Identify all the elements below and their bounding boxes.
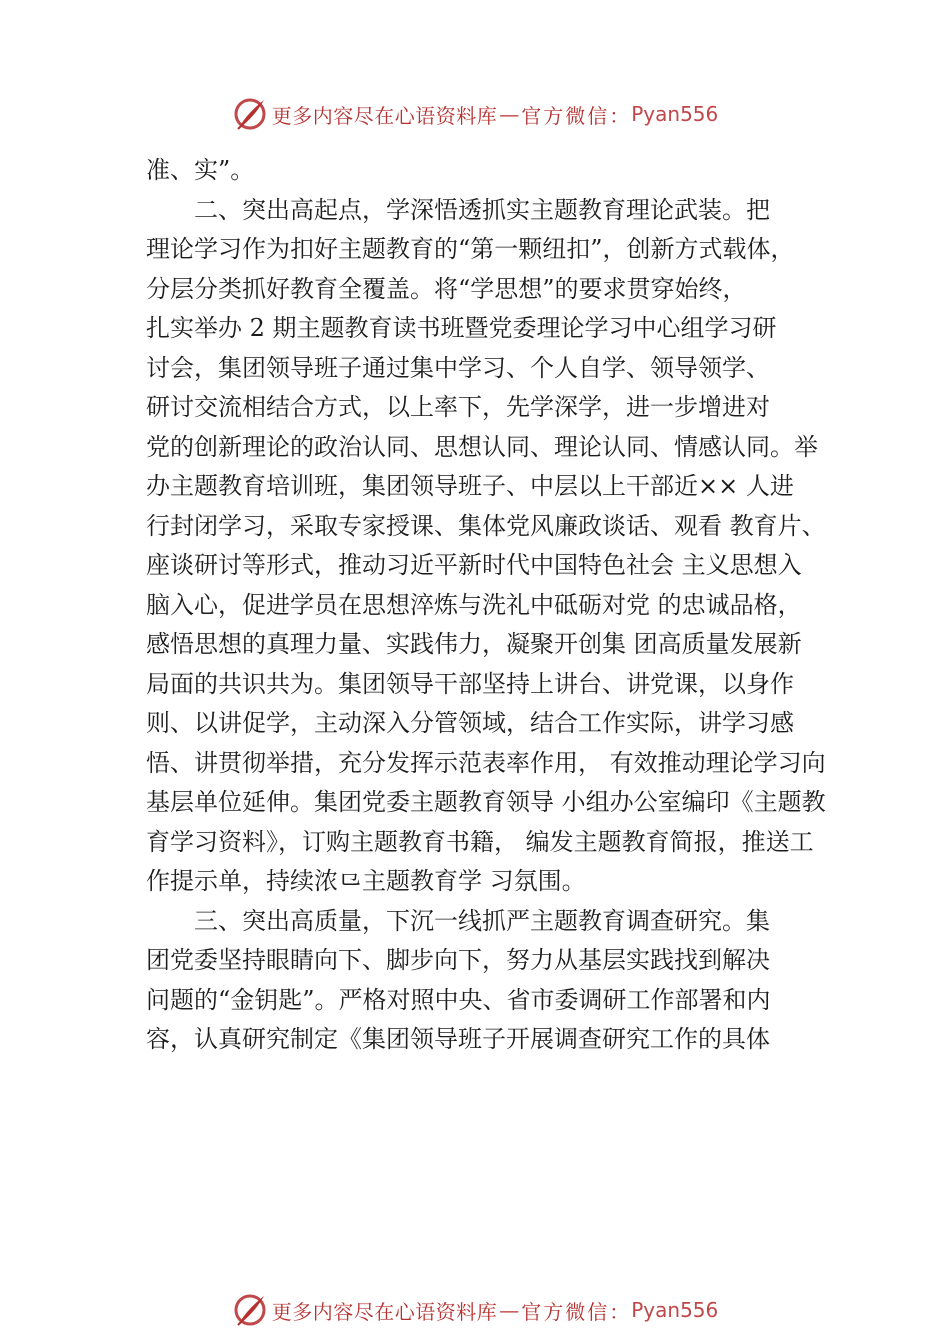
text-line: 团党委坚持眼睛向下、脚步向下，努力从基层实践找到解决 [146, 946, 770, 974]
site-name: 更多内容尽在心语资料库 [271, 1299, 498, 1324]
text-line: 扎实举办 2 期主题教育读书班暨党委理论学习中心组学习研 [146, 314, 777, 342]
text-line: 作提示单，持续浓⺋主题教育学 习氛围。 [146, 867, 586, 895]
text-line: 悟、讲贯彻举措，充分发挥示范表率作用， 有效推动理论学习向 [146, 748, 826, 777]
quill-logo-icon [232, 1292, 268, 1328]
text-line: 办主题教育培训班，集团领导班子、中层以上干部近×× 人进 [146, 472, 794, 500]
text-line: 育学习资料》，订购主题教育书籍， 编发主题教育简报，推送工 [146, 827, 814, 856]
footer-banner [0, 1290, 950, 1330]
text-line: 脑入心，促进学员在思想淬炼与洗礼中砥砺对党 的忠诚品格， [146, 590, 802, 619]
text-line: 三、突出高质量，下沉一线抓严主题教育调查研究。集 [194, 906, 770, 935]
text-line: 座谈研讨等形式，推动习近平新时代中国特色社会 主义思想入 [146, 551, 802, 579]
banner-separator: — [499, 1298, 520, 1322]
text-line: 感悟思想的真理力量、实践伟力，凝聚开创集 团高质量发展新 [146, 630, 802, 658]
wechat-label: 官方微信： [521, 103, 632, 128]
wechat-label: 官方微信： [521, 1299, 632, 1324]
text-line: 党的创新理论的政治认同、思想认同、理论认同、情感认同。举 [146, 432, 818, 461]
text-line: 行封闭学习，采取专家授课、集体党风廉政谈话、观看 教育片、 [146, 511, 826, 540]
banner-separator: — [499, 102, 520, 126]
quill-logo-icon [232, 96, 268, 132]
text-line: 基层单位延伸。集团党委主题教育领导 小组办公室编印《主题教 [146, 788, 826, 816]
text-line: 准、实”。 [146, 156, 255, 184]
text-line: 二、突出高起点，学深悟透抓实主题教育理论武装。把 [194, 195, 770, 224]
header-banner [0, 94, 950, 134]
text-line: 容，认真研究制定《集团领导班子开展调查研究工作的具体 [146, 1025, 770, 1053]
site-name: 更多内容尽在心语资料库 [271, 103, 498, 128]
wechat-id: Pyan556 [631, 1298, 719, 1322]
text-line: 局面的共识共为。集团领导干部坚持上讲台、讲党课，以身作 [146, 669, 794, 698]
text-line: 理论学习作为扣好主题教育的“第一颗纽扣”，创新方式载体， [146, 235, 795, 263]
wechat-id: Pyan556 [631, 102, 719, 126]
document-body [146, 151, 846, 1060]
text-line: 问题的“金钥匙”。严格对照中央、省市委调研工作部署和内 [146, 985, 771, 1014]
text-line: 研讨交流相结合方式，以上率下，先学深学，进一步增进对 [146, 393, 770, 421]
text-line: 分层分类抓好教育全覆盖。将“学思想”的要求贯穿始终， [146, 274, 747, 303]
text-line: 讨会，集团领导班子通过集中学习、个人自学、领导领学、 [146, 353, 770, 382]
text-line: 则、以讲促学，主动深入分管领域，结合工作实际，讲学习感 [146, 709, 794, 737]
